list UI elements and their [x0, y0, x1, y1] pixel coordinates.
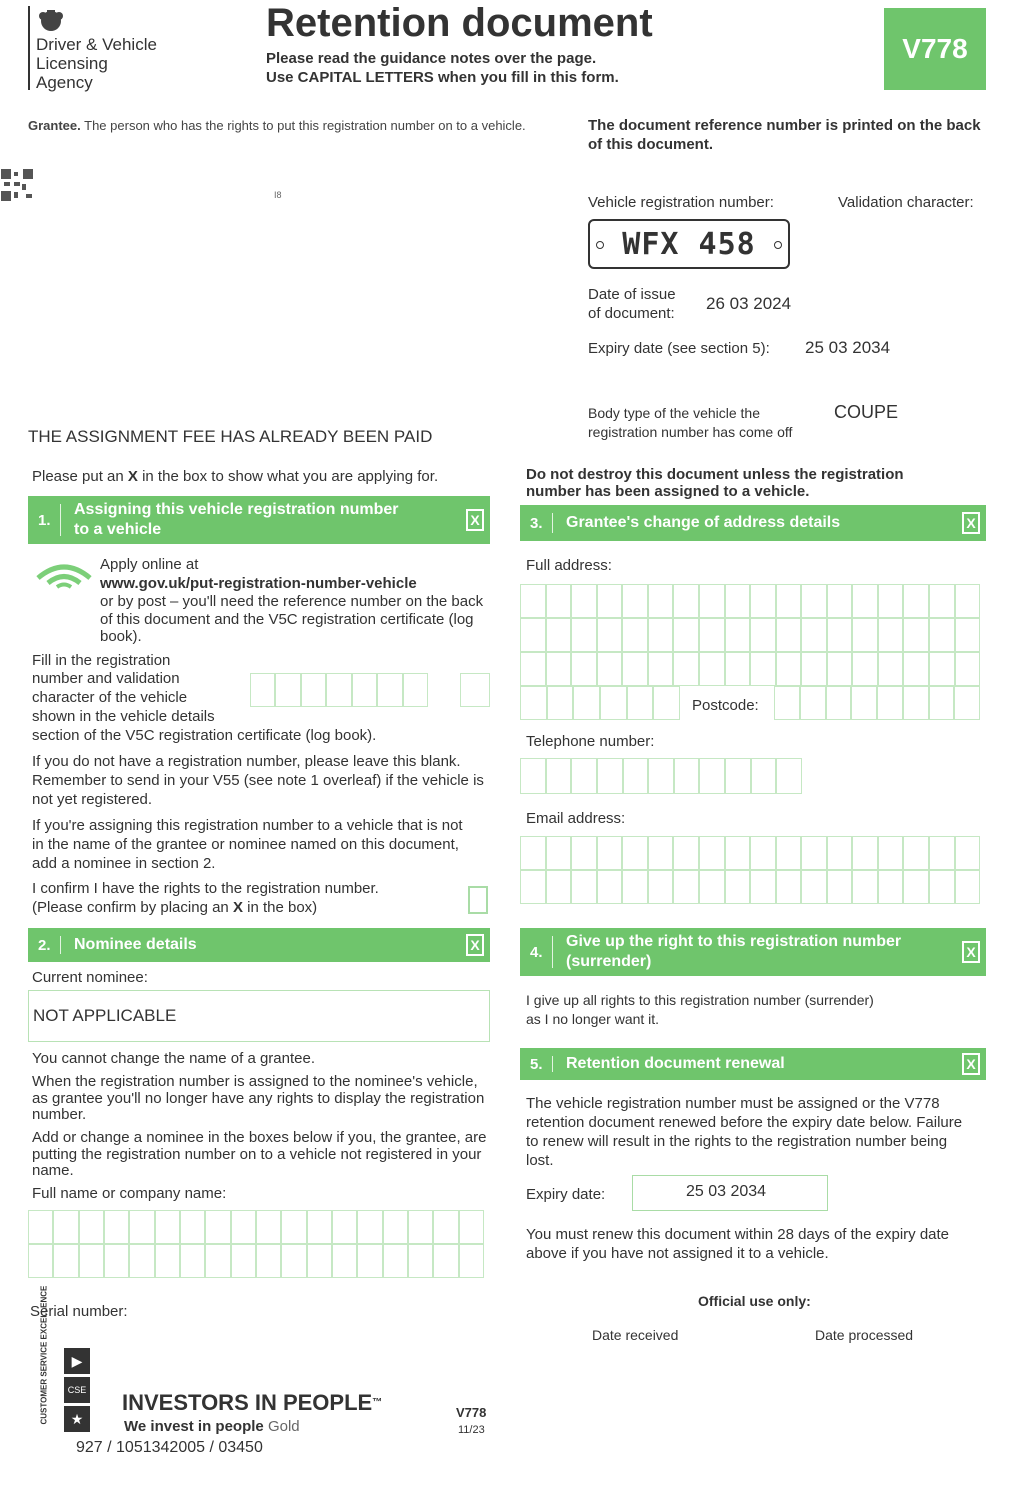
apply-instruction: [32, 468, 438, 486]
address-input-row-4[interactable]: [520, 686, 680, 720]
add-nominee-note: Add or change a nominee in the boxes below if you, the grantee, are putting the registration number on to a vehicle not registered in your name.: [32, 1129, 487, 1179]
apply-instruction-x: X: [127, 468, 138, 485]
iip-subtitle: [124, 1418, 300, 1436]
grantee-text: The person who has the rights to put this registration number on to a vehicle.: [84, 118, 526, 133]
instruction-2: Use CAPITAL LETTERS when you fill in this form.: [266, 69, 619, 86]
section-4-header: [520, 928, 986, 976]
renewal-expiry-value: 25 03 2034: [686, 1183, 767, 1200]
section-5-title: Retention document renewal: [566, 1055, 785, 1072]
new-vehicle-reg-input[interactable]: [250, 673, 428, 707]
section-2-header: [28, 928, 490, 962]
section-1-title: [74, 496, 399, 544]
renewal-text: The vehicle registration number must be assigned or the V778 retention document renewed before the expiry date below. Failure to renew will result in the rights to the registration number being lost.: [526, 1095, 963, 1169]
renewal-expiry-label: Expiry date:: [526, 1186, 606, 1203]
section-3-number: 3.: [530, 514, 543, 532]
renew-note: You must renew this document within 28 days of the expiry date above if you have not assigned it to a vehicle.: [526, 1226, 950, 1262]
validation-label: Validation character:: [838, 194, 974, 211]
section-1-header: [28, 496, 490, 544]
cse-vertical-text: CUSTOMER SERVICE EXCELLENCE: [39, 1285, 49, 1425]
email-input-row-2[interactable]: [520, 870, 980, 904]
full-address-label: Full address:: [526, 557, 612, 574]
grantee-definition: [28, 117, 526, 135]
by-post-note: or by post – you'll need the reference number on the back of this document and the V5C registration certificate (log book).: [100, 593, 484, 645]
nominee-name-input-row-2[interactable]: [28, 1244, 484, 1278]
section-3-checkbox[interactable]: X: [962, 512, 980, 534]
email-input-row-1[interactable]: [520, 836, 980, 870]
fill-in-line-2: number and validation: [32, 670, 180, 687]
section-5-number: 5.: [530, 1055, 543, 1073]
cse-mark-text: CSE: [67, 1385, 87, 1395]
serial-number-value: 927 / 1051342005 / 03450: [76, 1439, 263, 1456]
cse-play-icon: ▶: [64, 1348, 90, 1374]
body-type-value: COUPE: [834, 402, 899, 422]
small-mark: I8: [274, 190, 282, 200]
agency-line-1: Driver & Vehicle: [36, 35, 157, 54]
iip-title: [122, 1390, 382, 1416]
form-code-badge: [884, 8, 986, 90]
fill-in-line-1: Fill in the registration: [32, 652, 171, 669]
destroy-note: Do not destroy this document unless the registration number has been assigned to a vehicle.: [526, 466, 904, 500]
current-nominee-value: NOT APPLICABLE: [33, 1006, 177, 1025]
section-4-title: [566, 928, 901, 976]
section-4-divider: [552, 936, 553, 968]
section-5-checkbox[interactable]: X: [962, 1053, 980, 1075]
section-3-header: [520, 505, 986, 541]
surrender-line-2: as I no longer want it.: [526, 1011, 660, 1027]
section-1-title-line-2: to a vehicle: [74, 521, 162, 538]
full-name-label: Full name or company name:: [32, 1185, 227, 1202]
registration-plate: [588, 219, 790, 269]
section-5-divider: [552, 1056, 553, 1072]
apply-instruction-post: in the box to show what you are applying for.: [137, 468, 439, 485]
body-type-label-1: Body type of the vehicle the: [588, 405, 760, 421]
section-1-checkbox[interactable]: X: [466, 509, 484, 531]
telephone-input[interactable]: [520, 758, 802, 794]
royal-crest-icon: [36, 8, 66, 34]
address-input-row-2[interactable]: [520, 618, 980, 652]
cse-mark-icon: [64, 1377, 90, 1403]
instruction-1: Please read the guidance notes over the page.: [266, 50, 597, 67]
footer-form-code: V778: [456, 1405, 487, 1420]
apply-online-url[interactable]: www.gov.uk/put-registration-number-vehicle: [100, 575, 417, 592]
section-2-divider: [60, 936, 61, 954]
section-1-divider: [60, 504, 61, 536]
issue-date-label-2: of document:: [588, 305, 675, 322]
grantee-label: Grantee.: [28, 118, 81, 133]
confirm-line-2-post: in the box): [242, 899, 318, 916]
cse-star-icon: ★: [64, 1406, 90, 1432]
section-4-title-line-1: Give up the right to this registration number: [566, 933, 902, 950]
assigned-note: When the registration number is assigned to the nominee's vehicle, as grantee you'll no longer have any rights to display the registration number.: [32, 1073, 485, 1123]
section-1-number: 1.: [38, 511, 51, 529]
postcode-input[interactable]: [774, 686, 980, 720]
iip-sub-text: We invest in people: [124, 1418, 264, 1435]
telephone-label: Telephone number:: [526, 733, 655, 750]
serial-number-label: Serial number:: [30, 1303, 128, 1320]
iip-tm: ™: [372, 1397, 383, 1408]
reg-number-value: WFX 458: [622, 227, 756, 262]
section-2-title: Nominee details: [74, 936, 197, 953]
reg-number-label: Vehicle registration number:: [588, 194, 774, 211]
fill-in-line-4: shown in the vehicle details: [32, 708, 215, 725]
issue-date-label-1: Date of issue: [588, 286, 676, 303]
assigning-note: If you're assigning this registration number to a vehicle that is not in the name of the grantee or nominee named on this document, add a nominee in section 2.: [32, 817, 463, 872]
current-nominee-box: [28, 990, 490, 1042]
agency-line-3: Agency: [36, 73, 93, 92]
iip-level: Gold: [267, 1418, 300, 1435]
fill-in-line-3: character of the vehicle: [32, 689, 188, 706]
current-nominee-label: Current nominee:: [32, 969, 148, 986]
section-4-title-line-2: (surrender): [566, 953, 652, 970]
footer-form-version: 11/23: [458, 1424, 485, 1436]
form-code-text: V778: [902, 33, 968, 64]
official-use-heading: Official use only:: [698, 1293, 811, 1309]
postcode-label: Postcode:: [692, 697, 759, 714]
nominee-name-input-row-1[interactable]: [28, 1210, 484, 1244]
section-5-header: [520, 1048, 986, 1080]
no-reg-note: If you do not have a registration number, please leave this blank. Remember to send in your V55 (see note 1 overleaf) if the vehicle is not yet registered.: [32, 753, 484, 808]
dvla-logo: [28, 6, 188, 96]
section-3-title: Grantee's change of address details: [566, 514, 841, 531]
page-title: Retention document: [266, 1, 653, 45]
section-4-checkbox[interactable]: X: [962, 941, 980, 963]
issue-date-value: 26 03 2024: [706, 294, 792, 313]
cannot-change-note: You cannot change the name of a grantee.: [32, 1050, 316, 1067]
date-processed-label: Date processed: [815, 1327, 914, 1343]
section-3-divider: [552, 513, 553, 533]
online-wifi-icon: [34, 556, 94, 590]
iip-title-text: INVESTORS IN PEOPLE: [122, 1390, 373, 1415]
confirm-line-2-x: X: [232, 899, 243, 916]
address-input-row-1[interactable]: [520, 584, 980, 618]
section-1-title-line-1: Assigning this vehicle registration number: [74, 501, 399, 518]
qr-code-icon: [0, 168, 34, 202]
body-type-label-2: registration number has come off: [588, 424, 793, 440]
date-received-label: Date received: [592, 1327, 679, 1343]
apply-online-label: Apply online at: [100, 556, 199, 573]
confirm-rights-checkbox[interactable]: [468, 886, 488, 914]
reference-note: The document reference number is printed on the back of this document.: [588, 117, 981, 153]
section-2-checkbox[interactable]: X: [466, 934, 484, 956]
confirm-line-2: [32, 899, 317, 917]
expiry-date-label: Expiry date (see section 5):: [588, 340, 770, 357]
address-input-row-3[interactable]: [520, 652, 980, 686]
confirm-line-2-pre: (Please confirm by placing an: [32, 899, 233, 916]
agency-line-2: Licensing: [36, 54, 108, 73]
section-4-number: 4.: [530, 943, 543, 961]
surrender-line-1: I give up all rights to this registration number (surrender): [526, 992, 874, 1008]
fill-in-line-5: section of the V5C registration certificate (log book).: [32, 727, 377, 744]
expiry-date-value: 25 03 2034: [805, 338, 891, 357]
section-2-number: 2.: [38, 936, 51, 954]
confirm-line-1: I confirm I have the rights to the registration number.: [32, 880, 379, 897]
email-label: Email address:: [526, 810, 626, 827]
fee-note: THE ASSIGNMENT FEE HAS ALREADY BEEN PAID: [28, 427, 433, 446]
apply-instruction-pre: Please put an: [32, 468, 128, 485]
crest-icon: [28, 6, 30, 90]
renewal-expiry-box: [632, 1175, 828, 1211]
new-vehicle-validation-input[interactable]: [460, 673, 490, 707]
